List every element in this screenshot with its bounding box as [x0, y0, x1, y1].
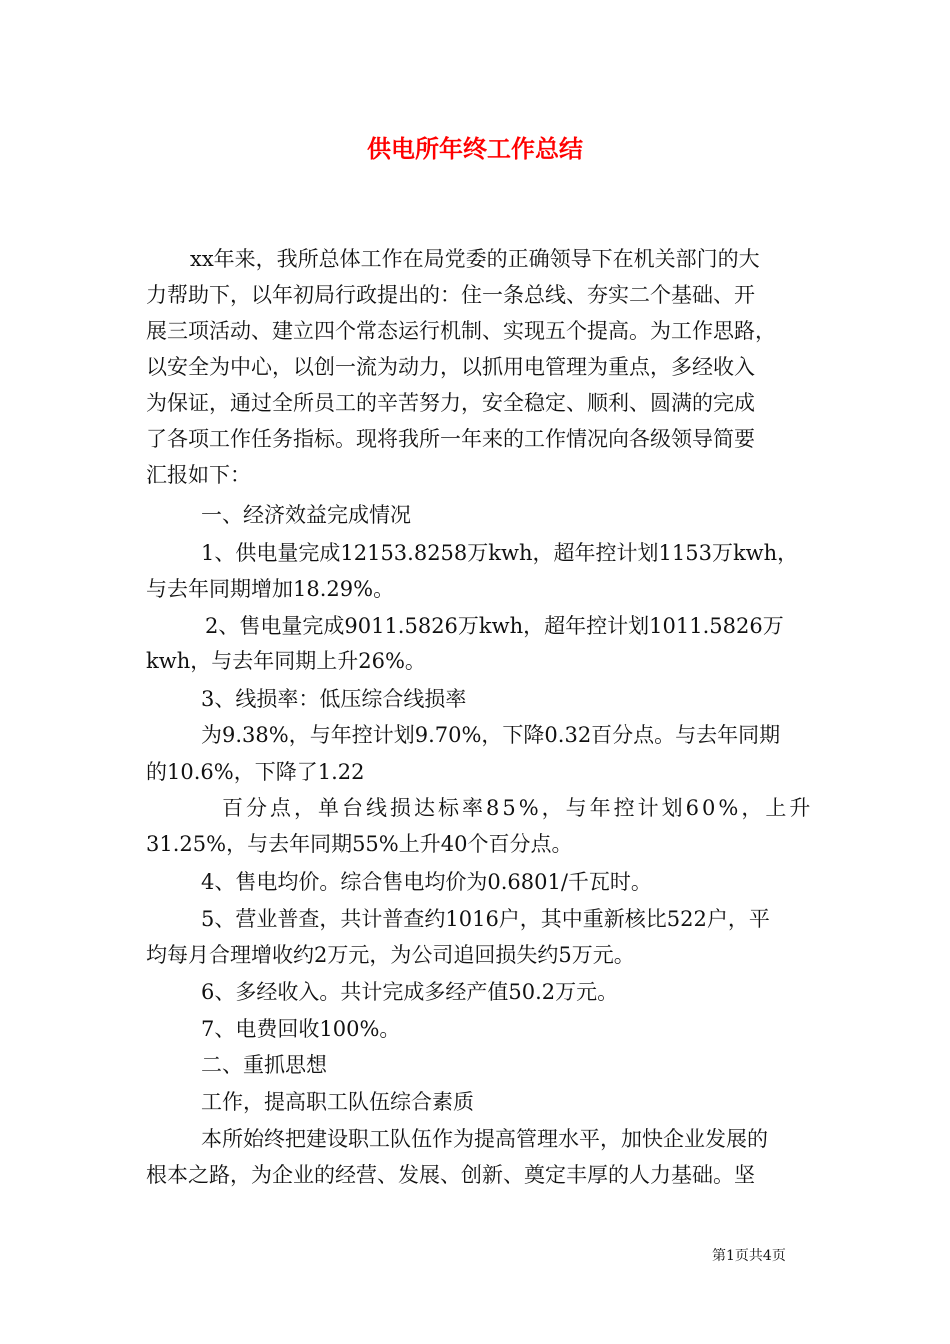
body-line: 7、电费回收100%。: [201, 1017, 401, 1041]
body-line: 百分点，单台线损达标率85%，与年控计划60%，上升: [222, 796, 814, 820]
body-line: 与去年同期增加18.29%。: [146, 577, 395, 601]
body-line: 了各项工作任务指标。现将我所一年来的工作情况向各级领导简要: [146, 427, 755, 451]
body-line: kwh，与去年同期上升26%。: [146, 649, 426, 673]
body-line: 2、售电量完成9011.5826万kwh，超年控计划1011.5826万: [205, 614, 784, 638]
body-line: 31.25%，与去年同期55%上升40个百分点。: [146, 832, 573, 856]
body-line: 3、线损率：低压综合线损率: [201, 687, 467, 711]
page-number-footer: 第1页共4页: [712, 1248, 786, 1264]
body-line: 的10.6%，下降了1.22: [146, 760, 365, 784]
body-line: 根本之路，为企业的经营、发展、创新、奠定丰厚的人力基础。坚: [146, 1163, 755, 1187]
body-line: 力帮助下，以年初局行政提出的：住一条总线、夯实二个基础、开: [146, 283, 755, 307]
body-line: 为9.38%，与年控计划9.70%，下降0.32百分点。与去年同期: [201, 723, 781, 747]
body-line: 本所始终把建设职工队伍作为提高管理水平，加快企业发展的: [201, 1127, 768, 1151]
body-line: 展三项活动、建立四个常态运行机制、实现五个提高。为工作思路，: [146, 319, 776, 343]
body-line: xx年来，我所总体工作在局党委的正确领导下在机关部门的大: [190, 247, 760, 271]
body-line: 4、售电均价。综合售电均价为0.6801/千瓦时。: [201, 870, 652, 894]
section-heading: 一、经济效益完成情况: [201, 503, 411, 527]
document-title: 供电所年终工作总结: [367, 135, 583, 163]
body-line: 1、供电量完成12153.8258万kwh，超年控计划1153万kwh，: [201, 541, 799, 565]
body-line: 6、多经收入。共计完成多经产值50.2万元。: [201, 980, 619, 1004]
body-line: 汇报如下：: [146, 463, 251, 487]
body-line: 均每月合理增收约2万元，为公司追回损失约5万元。: [146, 943, 635, 967]
section-heading: 二、重抓思想: [201, 1053, 327, 1077]
body-line: 5、营业普查，共计普查约1016户，其中重新核比522户，平: [201, 907, 770, 931]
body-line: 以安全为中心，以创一流为动力，以抓用电管理为重点，多经收入: [146, 355, 755, 379]
body-line: 工作，提高职工队伍综合素质: [201, 1090, 474, 1114]
body-line: 为保证，通过全所员工的辛苦努力，安全稳定、顺利、圆满的完成: [146, 391, 755, 415]
